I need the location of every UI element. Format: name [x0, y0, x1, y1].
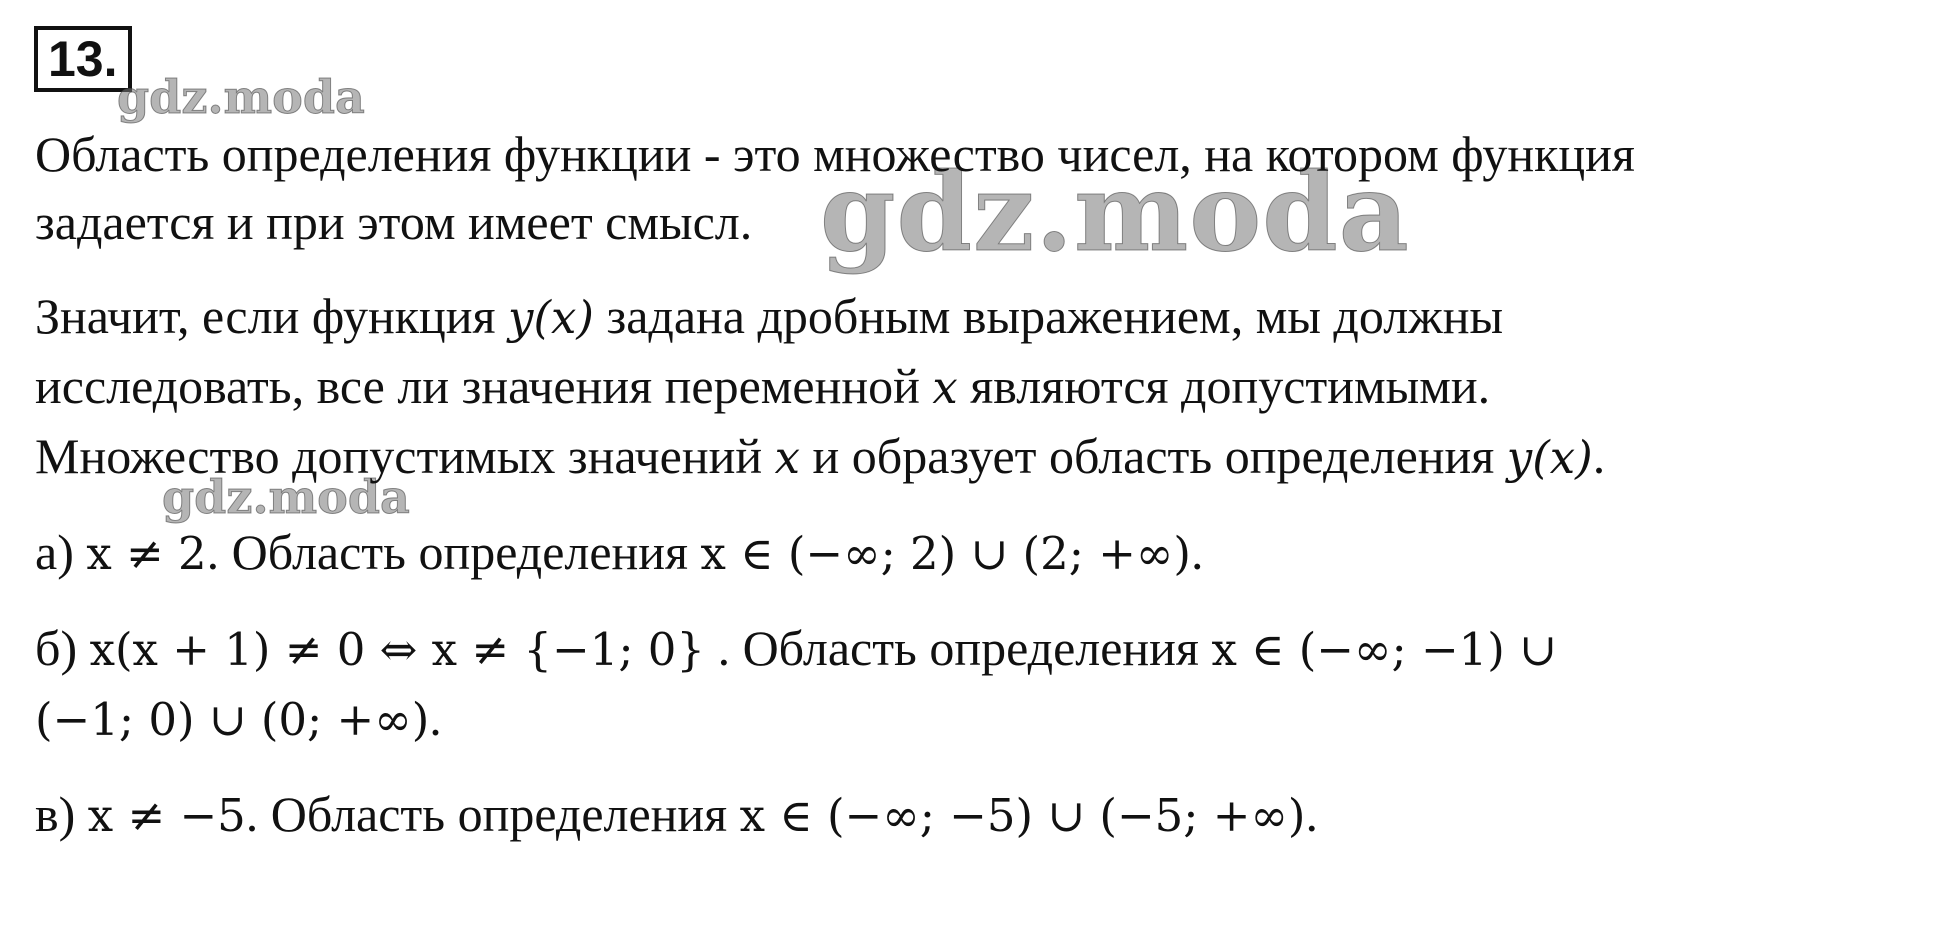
explanation-text: задана дробным выражением, мы должны: [593, 288, 1504, 344]
item-b-text: . Область определения: [705, 620, 1212, 676]
explanation-text: Значит, если функция: [35, 288, 509, 344]
item-b-line-1: [35, 614, 1925, 684]
item-b-domain-part-1: x ∈ (−∞; −1) ∪: [1211, 623, 1557, 676]
item-v-label: в): [35, 786, 88, 842]
item-a: [35, 518, 1925, 588]
item-v-condition: x ≠ −5: [87, 789, 246, 842]
intro-line-1: Область определения функции - это множество чисел, на котором функция: [35, 126, 1635, 182]
function-notation: y(x): [1506, 431, 1593, 484]
intro-line-2: задается и при этом имеет смысл.: [35, 194, 753, 250]
explanation-text: Множество допустимых значений: [35, 428, 775, 484]
explanation-text: являются допустимыми.: [957, 358, 1491, 414]
solution-content: [35, 120, 1925, 858]
explanation-line-2: [35, 352, 1925, 422]
item-a-end: .: [1190, 524, 1204, 580]
function-notation: y(x): [508, 291, 594, 344]
item-b-end: .: [429, 690, 442, 746]
watermark-top: gdz.moda: [117, 70, 365, 124]
variable-x: x: [774, 431, 801, 484]
watermark-large: gdz.moda: [820, 150, 1410, 276]
item-a-domain: x ∈ (−∞; 2) ∪ (2; +∞): [700, 527, 1191, 580]
watermark-middle: gdz.moda: [162, 470, 410, 524]
explanation-line-1: [35, 282, 1925, 352]
explanation-line-3: [35, 422, 1925, 492]
item-v: [35, 780, 1925, 850]
explanation-text: и образует область определения: [800, 428, 1507, 484]
item-v-text: . Область определения: [245, 786, 740, 842]
explanation-text: исследовать, все ли значения переменной: [35, 358, 933, 414]
item-b-condition: x(x + 1) ≠ 0 ⇔ x ≠ {−1; 0}: [89, 623, 706, 676]
item-a-condition: x ≠ 2: [86, 527, 207, 580]
item-b-line-2: [35, 684, 1925, 754]
item-b-domain-part-2: (−1; 0) ∪ (0; +∞): [35, 693, 430, 746]
item-b-label: б): [35, 620, 90, 676]
explanation-text: .: [1592, 428, 1606, 484]
task-number: 13.: [34, 26, 132, 92]
item-a-label: а): [35, 524, 87, 580]
variable-x: x: [932, 361, 958, 414]
item-v-domain: x ∈ (−∞; −5) ∪ (−5; +∞): [739, 789, 1306, 842]
item-v-end: .: [1305, 786, 1318, 842]
item-a-text: . Область определения: [206, 524, 701, 580]
